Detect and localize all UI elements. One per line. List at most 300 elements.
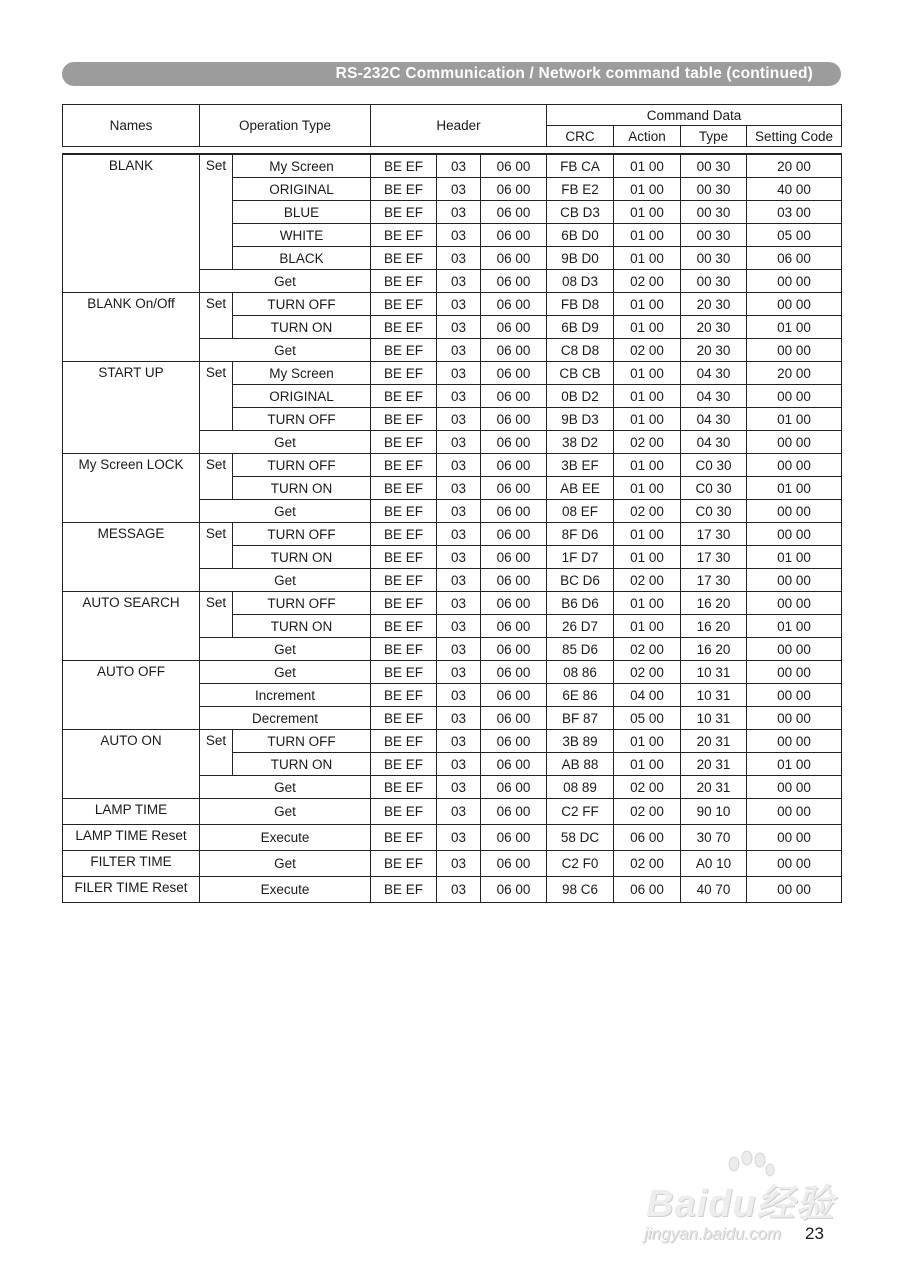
header-bytes-2: 03 [437,154,481,178]
type-value: C0 30 [681,454,747,477]
action-value: 05 00 [614,707,681,730]
header-bytes-3: 06 00 [481,707,547,730]
header-bytes-1: BE EF [371,477,437,500]
command-name: AUTO SEARCH [63,592,200,661]
table-row [63,661,842,684]
type-value: 04 30 [681,385,747,408]
header-bytes-2: 03 [437,247,481,270]
header-bytes-3: 06 00 [481,178,547,201]
operation-type: Get [200,776,371,799]
command-name: BLANK [63,154,200,293]
action-value: 04 00 [614,684,681,707]
table-row [63,454,842,477]
setting-code-value: 00 00 [747,270,842,293]
header-bytes-1: BE EF [371,362,437,385]
header-bytes-1: BE EF [371,707,437,730]
header-bytes-1: BE EF [371,661,437,684]
table-row [63,851,842,877]
setting-code-value: 05 00 [747,224,842,247]
setting-code-value: 00 00 [747,569,842,592]
header-bytes-1: BE EF [371,877,437,903]
action-value: 01 00 [614,523,681,546]
operation-set: Set [200,454,233,500]
header-bytes-2: 03 [437,362,481,385]
setting-code-value: 01 00 [747,316,842,339]
crc-value: FB CA [547,154,614,178]
crc-value: 6E 86 [547,684,614,707]
table-row [63,825,842,851]
header-bytes-2: 03 [437,385,481,408]
action-value: 06 00 [614,825,681,851]
header-bytes-1: BE EF [371,684,437,707]
setting-code-value: 01 00 [747,615,842,638]
crc-value: 9B D0 [547,247,614,270]
type-value: 40 70 [681,877,747,903]
crc-value: 0B D2 [547,385,614,408]
action-value: 01 00 [614,546,681,569]
setting-code-value: 00 00 [747,730,842,753]
header-bytes-1: BE EF [371,569,437,592]
type-value: 00 30 [681,224,747,247]
command-name: AUTO OFF [63,661,200,730]
operation-subtype: TURN ON [233,753,371,776]
operation-subtype: ORIGINAL [233,178,371,201]
setting-code-value: 40 00 [747,178,842,201]
command-name: My Screen LOCK [63,454,200,523]
header-bytes-2: 03 [437,851,481,877]
action-value: 02 00 [614,500,681,523]
type-value: 00 30 [681,178,747,201]
action-value: 02 00 [614,851,681,877]
operation-subtype: TURN ON [233,316,371,339]
header-bytes-1: BE EF [371,385,437,408]
crc-value: 98 C6 [547,877,614,903]
action-value: 01 00 [614,316,681,339]
header-names: Names [63,105,200,147]
operation-subtype: TURN OFF [233,523,371,546]
operation-subtype: TURN OFF [233,293,371,316]
type-value: 20 31 [681,776,747,799]
operation-subtype: ORIGINAL [233,385,371,408]
header-bytes-1: BE EF [371,293,437,316]
action-value: 01 00 [614,247,681,270]
crc-value: 6B D0 [547,224,614,247]
operation-type: Get [200,339,371,362]
header-bytes-2: 03 [437,776,481,799]
setting-code-value: 00 00 [747,799,842,825]
type-value: 10 31 [681,684,747,707]
header-bytes-3: 06 00 [481,638,547,661]
operation-type: Get [200,661,371,684]
header-crc: CRC [547,126,614,147]
header-bytes-3: 06 00 [481,293,547,316]
operation-subtype: TURN OFF [233,454,371,477]
action-value: 01 00 [614,224,681,247]
crc-value: BC D6 [547,569,614,592]
header-bytes-3: 06 00 [481,385,547,408]
setting-code-value: 00 00 [747,851,842,877]
type-value: 20 30 [681,293,747,316]
header-bytes-1: BE EF [371,592,437,615]
header-bytes-2: 03 [437,201,481,224]
header-bytes-2: 03 [437,661,481,684]
command-name: START UP [63,362,200,454]
operation-subtype: TURN ON [233,546,371,569]
type-value: 20 31 [681,730,747,753]
header-bytes-1: BE EF [371,454,437,477]
crc-value: FB D8 [547,293,614,316]
header-bytes-1: BE EF [371,154,437,178]
operation-type: Get [200,431,371,454]
header-bytes-2: 03 [437,546,481,569]
operation-type: Decrement [200,707,371,730]
type-value: 17 30 [681,546,747,569]
header-bytes-2: 03 [437,707,481,730]
action-value: 02 00 [614,431,681,454]
command-name: MESSAGE [63,523,200,592]
header-bytes-2: 03 [437,877,481,903]
header-bytes-2: 03 [437,799,481,825]
operation-type: Get [200,500,371,523]
operation-subtype: TURN OFF [233,730,371,753]
header-setting-code: Setting Code [747,126,842,147]
header-bytes-3: 06 00 [481,851,547,877]
type-value: 00 30 [681,270,747,293]
operation-subtype: TURN OFF [233,592,371,615]
crc-value: 08 D3 [547,270,614,293]
watermark-brand: Baidu经验 [646,1183,835,1225]
type-value: 20 30 [681,339,747,362]
header-action: Action [614,126,681,147]
type-value: A0 10 [681,851,747,877]
crc-value: AB EE [547,477,614,500]
operation-type: Get [200,638,371,661]
setting-code-value: 00 00 [747,661,842,684]
header-bytes-2: 03 [437,638,481,661]
action-value: 01 00 [614,154,681,178]
header-bytes-1: BE EF [371,431,437,454]
setting-code-value: 06 00 [747,247,842,270]
header-bytes-2: 03 [437,500,481,523]
action-value: 06 00 [614,877,681,903]
header-bytes-2: 03 [437,270,481,293]
operation-set: Set [200,592,233,638]
operation-subtype: BLACK [233,247,371,270]
header-bytes-3: 06 00 [481,569,547,592]
type-value: 90 10 [681,799,747,825]
setting-code-value: 00 00 [747,523,842,546]
setting-code-value: 01 00 [747,477,842,500]
header-operation-type: Operation Type [200,105,371,147]
header-bytes-2: 03 [437,477,481,500]
operation-set: Set [200,362,233,431]
operation-set: Set [200,154,233,270]
header-bytes-2: 03 [437,753,481,776]
command-name: FILTER TIME [63,851,200,877]
header-bytes-1: BE EF [371,799,437,825]
header-bytes-1: BE EF [371,201,437,224]
type-value: 04 30 [681,431,747,454]
crc-value: 08 EF [547,500,614,523]
type-value: 17 30 [681,523,747,546]
header-bytes-3: 06 00 [481,270,547,293]
operation-type: Increment [200,684,371,707]
header-bytes-3: 06 00 [481,523,547,546]
setting-code-value: 00 00 [747,454,842,477]
command-name: FILER TIME Reset [63,877,200,903]
type-value: 04 30 [681,408,747,431]
header-bytes-3: 06 00 [481,592,547,615]
header-bytes-2: 03 [437,339,481,362]
setting-code-value: 01 00 [747,546,842,569]
command-name: LAMP TIME Reset [63,825,200,851]
crc-value: FB E2 [547,178,614,201]
crc-value: BF 87 [547,707,614,730]
header-bytes-1: BE EF [371,523,437,546]
header-bytes-3: 06 00 [481,661,547,684]
header-bytes-3: 06 00 [481,730,547,753]
action-value: 01 00 [614,730,681,753]
action-value: 02 00 [614,339,681,362]
type-value: 17 30 [681,569,747,592]
header-bytes-3: 06 00 [481,753,547,776]
header-bytes-2: 03 [437,523,481,546]
type-value: 30 70 [681,825,747,851]
header-bytes-1: BE EF [371,851,437,877]
table-row [63,154,842,178]
header-type: Type [681,126,747,147]
header-bytes-1: BE EF [371,615,437,638]
setting-code-value: 00 00 [747,339,842,362]
action-value: 02 00 [614,799,681,825]
page-number: 23 [805,1224,824,1243]
section-title: RS-232C Communication / Network command table (continued) [335,65,813,82]
table-row [63,799,842,825]
header-bytes-2: 03 [437,592,481,615]
setting-code-value: 00 00 [747,431,842,454]
crc-value: 38 D2 [547,431,614,454]
action-value: 01 00 [614,201,681,224]
header-bytes-1: BE EF [371,270,437,293]
table-row [63,730,842,753]
header-bytes-1: BE EF [371,500,437,523]
crc-value: B6 D6 [547,592,614,615]
operation-subtype: WHITE [233,224,371,247]
header-bytes-2: 03 [437,293,481,316]
header-bytes-1: BE EF [371,339,437,362]
header-bytes-2: 03 [437,684,481,707]
header-bytes-3: 06 00 [481,825,547,851]
setting-code-value: 00 00 [747,592,842,615]
header-bytes-2: 03 [437,408,481,431]
crc-value: C2 F0 [547,851,614,877]
setting-code-value: 00 00 [747,825,842,851]
operation-type: Execute [200,877,371,903]
header-header: Header [371,105,547,147]
header-bytes-1: BE EF [371,316,437,339]
crc-value: C2 FF [547,799,614,825]
setting-code-value: 00 00 [747,776,842,799]
action-value: 01 00 [614,178,681,201]
type-value: 10 31 [681,707,747,730]
command-name: BLANK On/Off [63,293,200,362]
header-bytes-1: BE EF [371,408,437,431]
operation-subtype: My Screen [233,154,371,178]
header-separator [63,147,842,155]
header-bytes-3: 06 00 [481,224,547,247]
setting-code-value: 00 00 [747,684,842,707]
operation-subtype: My Screen [233,362,371,385]
header-bytes-1: BE EF [371,730,437,753]
action-value: 01 00 [614,454,681,477]
header-bytes-1: BE EF [371,776,437,799]
action-value: 01 00 [614,477,681,500]
action-value: 01 00 [614,408,681,431]
operation-type: Execute [200,825,371,851]
operation-type: Get [200,270,371,293]
action-value: 01 00 [614,615,681,638]
setting-code-value: 01 00 [747,408,842,431]
header-bytes-2: 03 [437,615,481,638]
setting-code-value: 20 00 [747,362,842,385]
crc-value: 26 D7 [547,615,614,638]
crc-value: 3B EF [547,454,614,477]
operation-type: Get [200,569,371,592]
action-value: 02 00 [614,661,681,684]
operation-subtype: TURN ON [233,615,371,638]
header-bytes-2: 03 [437,569,481,592]
table-row [63,362,842,385]
setting-code-value: 00 00 [747,877,842,903]
action-value: 01 00 [614,592,681,615]
type-value: C0 30 [681,500,747,523]
command-table [62,104,842,903]
type-value: 20 30 [681,316,747,339]
table-row [63,877,842,903]
table-row [63,293,842,316]
header-bytes-3: 06 00 [481,615,547,638]
type-value: 00 30 [681,154,747,178]
crc-value: CB CB [547,362,614,385]
setting-code-value: 00 00 [747,385,842,408]
type-value: 20 31 [681,753,747,776]
header-bytes-3: 06 00 [481,799,547,825]
operation-type: Get [200,851,371,877]
header-bytes-1: BE EF [371,638,437,661]
type-value: 00 30 [681,201,747,224]
table-body [63,154,842,903]
type-value: 04 30 [681,362,747,385]
action-value: 02 00 [614,270,681,293]
command-name: AUTO ON [63,730,200,799]
action-value: 02 00 [614,638,681,661]
header-bytes-3: 06 00 [481,776,547,799]
action-value: 01 00 [614,385,681,408]
header-bytes-3: 06 00 [481,339,547,362]
type-value: 16 20 [681,638,747,661]
header-bytes-1: BE EF [371,546,437,569]
setting-code-value: 01 00 [747,753,842,776]
header-bytes-3: 06 00 [481,684,547,707]
operation-subtype: BLUE [233,201,371,224]
crc-value: 1F D7 [547,546,614,569]
header-bytes-2: 03 [437,454,481,477]
crc-value: CB D3 [547,201,614,224]
type-value: 00 30 [681,247,747,270]
setting-code-value: 03 00 [747,201,842,224]
type-value: 10 31 [681,661,747,684]
header-bytes-1: BE EF [371,224,437,247]
header-bytes-3: 06 00 [481,362,547,385]
action-value: 01 00 [614,362,681,385]
header-bytes-3: 06 00 [481,546,547,569]
header-bytes-1: BE EF [371,753,437,776]
setting-code-value: 20 00 [747,154,842,178]
command-name: LAMP TIME [63,799,200,825]
header-bytes-1: BE EF [371,247,437,270]
header-bytes-2: 03 [437,316,481,339]
table-row [63,523,842,546]
header-bytes-3: 06 00 [481,477,547,500]
header-bytes-3: 06 00 [481,316,547,339]
operation-set: Set [200,293,233,339]
setting-code-value: 00 00 [747,707,842,730]
action-value: 02 00 [614,776,681,799]
header-bytes-3: 06 00 [481,201,547,224]
type-value: C0 30 [681,477,747,500]
header-command-data: Command Data [547,105,842,126]
crc-value: 9B D3 [547,408,614,431]
watermark-url: jingyan.baidu.com [644,1224,782,1243]
crc-value: AB 88 [547,753,614,776]
header-bytes-3: 06 00 [481,247,547,270]
crc-value: 6B D9 [547,316,614,339]
action-value: 01 00 [614,293,681,316]
header-bytes-2: 03 [437,224,481,247]
header-bytes-3: 06 00 [481,154,547,178]
header-bytes-2: 03 [437,730,481,753]
action-value: 01 00 [614,753,681,776]
header-bytes-2: 03 [437,825,481,851]
operation-type: Get [200,799,371,825]
header-bytes-3: 06 00 [481,408,547,431]
setting-code-value: 00 00 [747,500,842,523]
table-row [63,592,842,615]
operation-subtype: TURN OFF [233,408,371,431]
operation-set: Set [200,523,233,569]
header-bytes-1: BE EF [371,178,437,201]
header-bytes-3: 06 00 [481,454,547,477]
header-bytes-1: BE EF [371,825,437,851]
header-bytes-3: 06 00 [481,877,547,903]
header-bytes-2: 03 [437,178,481,201]
operation-set: Set [200,730,233,776]
crc-value: C8 D8 [547,339,614,362]
type-value: 16 20 [681,592,747,615]
crc-value: 85 D6 [547,638,614,661]
type-value: 16 20 [681,615,747,638]
action-value: 02 00 [614,569,681,592]
crc-value: 3B 89 [547,730,614,753]
operation-subtype: TURN ON [233,477,371,500]
crc-value: 08 86 [547,661,614,684]
setting-code-value: 00 00 [747,638,842,661]
header-bytes-3: 06 00 [481,500,547,523]
header-bytes-3: 06 00 [481,431,547,454]
setting-code-value: 00 00 [747,293,842,316]
crc-value: 8F D6 [547,523,614,546]
header-bytes-2: 03 [437,431,481,454]
